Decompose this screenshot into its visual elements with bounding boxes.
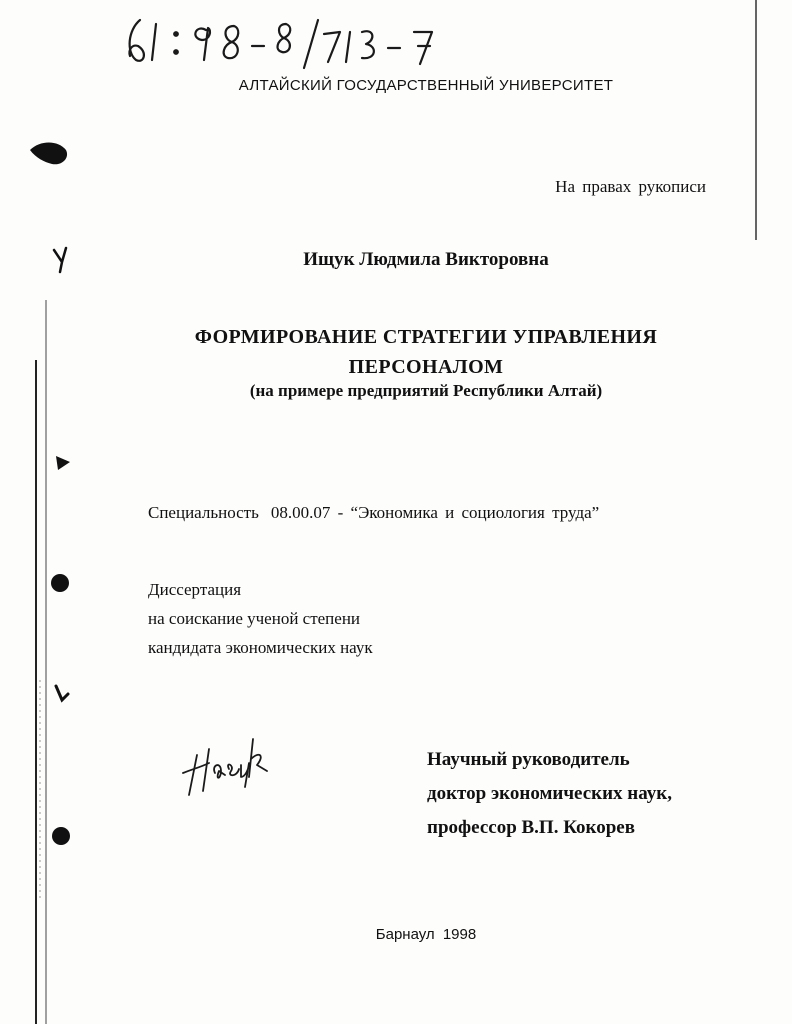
manuscript-rights-note: На правах рукописи <box>555 177 706 196</box>
specialty-line <box>148 503 599 523</box>
university-name: АЛТАЙСКИЙ ГОСУДАРСТВЕННЫЙ УНИВЕРСИТЕТ <box>238 77 614 94</box>
right-edge-scan-line <box>750 0 792 300</box>
supervisor-block <box>427 743 672 845</box>
degree-line-2: на соискание ученой степени <box>148 609 361 628</box>
binding-margin-marks <box>0 0 80 1024</box>
degree-line-1: Диссертация <box>148 580 242 599</box>
archive-code-handwriting <box>118 12 448 72</box>
city-year: Барнаул 1998 <box>375 926 477 943</box>
author-name: Ищук Людмила Викторовна <box>303 249 549 270</box>
supervisor-line-2: доктор экономических наук, <box>427 783 672 804</box>
dissertation-title <box>0 322 792 382</box>
handwritten-note-signature <box>175 725 275 800</box>
title-line-1: ФОРМИРОВАНИЕ СТРАТЕГИИ УПРАВЛЕНИЯ <box>194 326 658 348</box>
degree-line-3: кандидата экономических наук <box>148 638 373 657</box>
degree-block <box>148 575 373 662</box>
supervisor-line-1: Научный руководитель <box>427 749 630 770</box>
dissertation-subtitle: (на примере предприятий Республики Алтай) <box>249 381 603 400</box>
supervisor-line-3: профессор В.П. Кокорев <box>427 817 635 838</box>
specialty-code: 08.00.07 - “Экономика и социология труда” <box>270 503 600 522</box>
title-line-2: ПЕРСОНАЛОМ <box>348 356 504 378</box>
specialty-label: Специальность <box>148 503 259 522</box>
